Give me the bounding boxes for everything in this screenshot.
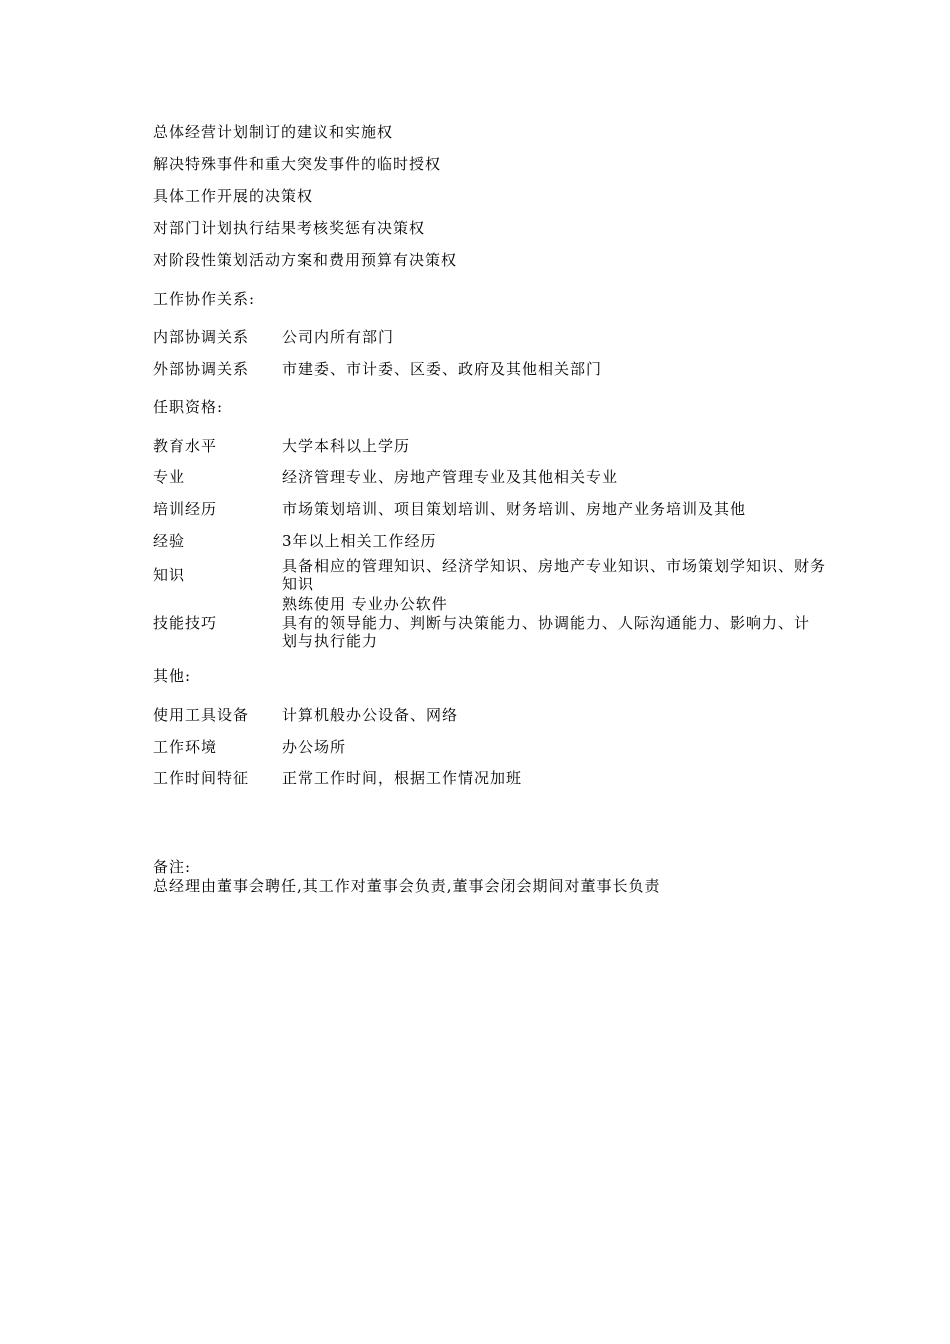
other-label: 工作环境 bbox=[153, 738, 218, 756]
authority-item: 总体经营计划制订的建议和实施权 bbox=[153, 123, 394, 141]
qualification-label: 知识 bbox=[153, 566, 186, 584]
other-heading: 其他: bbox=[153, 667, 192, 685]
qualifications-heading: 任职资格: bbox=[153, 398, 224, 416]
note-text: 总经理由董事会聘任,其工作对董事会负责,董事会闭会期间对董事长负责 bbox=[153, 877, 661, 895]
cooperation-label: 内部协调关系 bbox=[153, 328, 250, 346]
authority-item: 解决特殊事件和重大突发事件的临时授权 bbox=[153, 155, 442, 173]
authority-item: 对部门计划执行结果考核奖惩有决策权 bbox=[153, 219, 426, 237]
authority-item: 对阶段性策划活动方案和费用预算有决策权 bbox=[153, 251, 458, 269]
cooperation-value: 市建委、市计委、区委、政府及其他相关部门 bbox=[282, 360, 603, 378]
qualification-label: 技能技巧 bbox=[153, 614, 218, 632]
qualification-value: 具备相应的管理知识、经济学知识、房地产专业知识、市场策划学知识、财务知识 bbox=[282, 557, 827, 593]
cooperation-heading: 工作协作关系: bbox=[153, 290, 256, 308]
qualification-value: 市场策划培训、项目策划培训、财务培训、房地产业务培训及其他 bbox=[282, 500, 747, 518]
authority-item: 具体工作开展的决策权 bbox=[153, 187, 314, 205]
qualification-value: 经济管理专业、房地产管理专业及其他相关专业 bbox=[282, 468, 619, 486]
other-value: 正常工作时间，根据工作情况加班 bbox=[282, 769, 523, 787]
qualification-value: 大学本科以上学历 bbox=[282, 437, 411, 455]
qualification-label: 教育水平 bbox=[153, 437, 218, 455]
qualification-label: 培训经历 bbox=[153, 500, 218, 518]
cooperation-label: 外部协调关系 bbox=[153, 360, 250, 378]
qualification-label: 专业 bbox=[153, 468, 186, 486]
other-value: 计算机般办公设备、网络 bbox=[282, 706, 459, 724]
qualification-value: 3年以上相关工作经历 bbox=[282, 532, 437, 550]
other-value: 办公场所 bbox=[282, 738, 347, 756]
note-heading: 备注: bbox=[153, 858, 192, 876]
cooperation-value: 公司内所有部门 bbox=[282, 328, 395, 346]
qualification-label: 经验 bbox=[153, 532, 186, 550]
qualification-value-line1: 熟练使用 专业办公软件 bbox=[282, 595, 448, 613]
qualification-value-line2: 具有的领导能力、判断与决策能力、协调能力、人际沟通能力、影响力、计划与执行能力 bbox=[282, 614, 811, 650]
other-label: 使用工具设备 bbox=[153, 706, 250, 724]
other-label: 工作时间特征 bbox=[153, 769, 250, 787]
